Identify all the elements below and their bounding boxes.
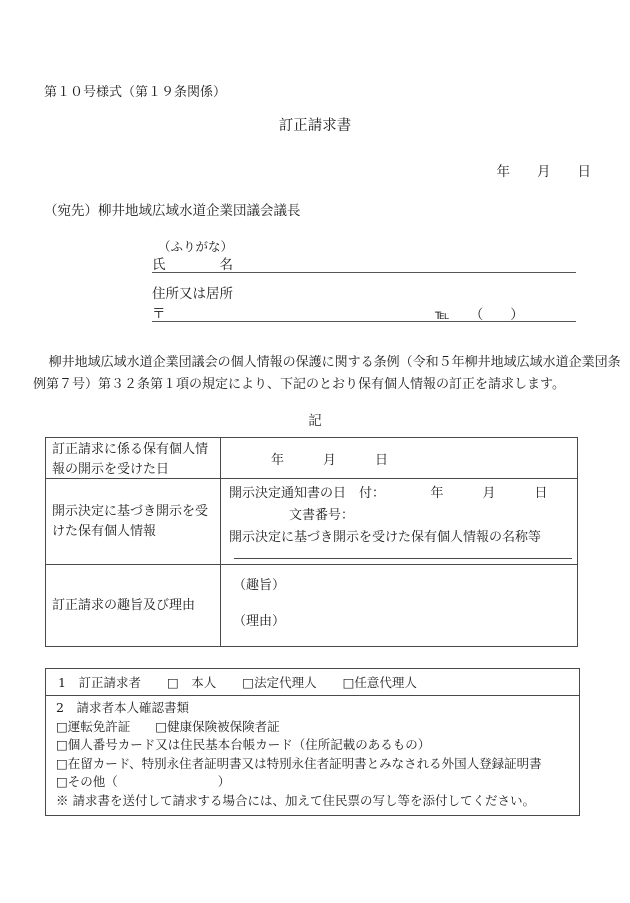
date-line: 年 月 日 [496, 164, 591, 180]
name-field [152, 253, 576, 273]
disclosed-info-name-line: 開示決定に基づき開示を受けた保有個人情報の名称等 [229, 530, 542, 545]
row-label: 訂正請求に係る保有個人情報の開示を受けた日 [46, 438, 221, 478]
id-documents-heading: 2 請求者本人確認書類 [56, 700, 189, 715]
checkbox-option-legal-representative: □法定代理人 [242, 675, 317, 690]
addressee-line: （宛先）柳井地域広域水道企業団議会議長 [44, 203, 301, 219]
row-label: 訂正請求の趣旨及び理由 [46, 565, 221, 646]
requester-check-table [45, 668, 580, 816]
disclosure-date-value: 年 月 日 [271, 452, 389, 468]
tel-field: ℡ （ ） [435, 307, 524, 323]
notice-date-line: 開示決定通知書の日 付： 年 月 日 [229, 486, 548, 501]
checkbox-option-residence-card: □在留カード、特別永住者証明書又は特別永住者証明書とみなされる外国人登録証明書 [56, 755, 542, 771]
name-field-label: 氏 名 [152, 257, 233, 273]
page-title: 訂正請求書 [278, 118, 352, 134]
furigana-label: （ふりがな） [158, 239, 234, 254]
table-row-purpose-reason [46, 564, 577, 646]
request-detail-table [45, 437, 578, 647]
row-value-cell [221, 479, 577, 564]
checkbox-option-mynumber-card: □個人番号カード又は住民基本台帳カード（住所記載のあるもの） [56, 737, 431, 752]
ki-heading: 記 [308, 413, 322, 429]
checkbox-option-voluntary-representative: □任意代理人 [342, 675, 417, 690]
mail-note: ※ 請求書を送付して請求する場合には、加えて住民票の写し等を添付してください。 [56, 792, 535, 808]
table-row-disclosure-date [46, 438, 577, 478]
checkbox-option-self: □ 本人 [166, 675, 217, 690]
fill-in-underline [234, 558, 572, 559]
reason-label: （理由） [233, 614, 286, 629]
row-value-cell [221, 565, 577, 646]
postal-mark: 〒 [152, 306, 166, 322]
requester-type-row [46, 669, 579, 696]
address-label: 住所又は居所 [152, 286, 233, 302]
table-row-disclosed-info [46, 478, 577, 564]
purpose-label: （趣旨） [233, 578, 286, 593]
row-label: 開示決定に基づき開示を受けた保有個人情報 [46, 479, 221, 564]
id-documents-row [46, 696, 579, 815]
postal-field [152, 302, 576, 322]
checkbox-option-license: □運転免許証 □健康保険被保険者証 [56, 718, 280, 734]
requester-type-prefix: 1 訂正請求者 [58, 675, 141, 690]
row-value-cell [221, 438, 577, 478]
doc-number-label: 文書番号： [289, 508, 355, 523]
checkbox-option-other: □その他（ ） [56, 774, 231, 789]
statement-line-2: 例第７号）第３２条第１項の規定により、下記のとおり保有個人情報の訂正を請求します。 [33, 377, 565, 392]
request-statement [33, 352, 621, 396]
form-number: 第１０号様式（第１９条関係） [44, 85, 227, 100]
statement-line-1: 柳井地域広域水道企業団議会の個人情報の保護に関する条例（令和５年柳井地域広域水道企業団条 [48, 355, 621, 370]
